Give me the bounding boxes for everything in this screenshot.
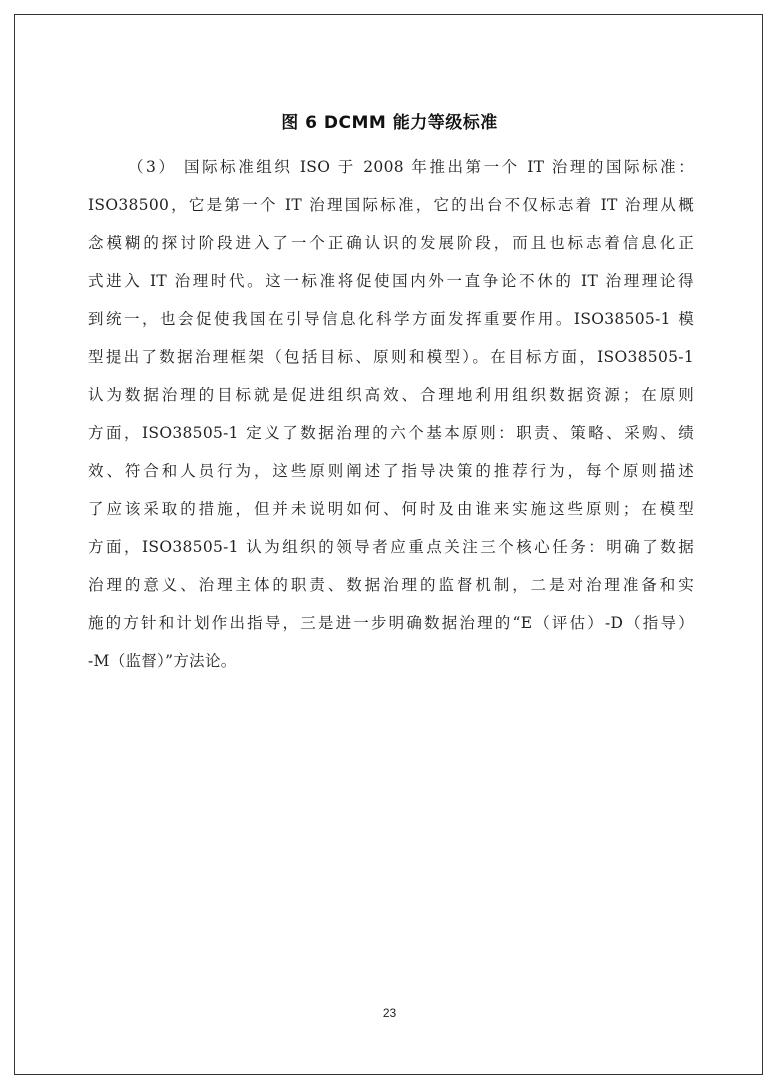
paragraph-line: -M（监督）”方法论。 [88, 652, 237, 670]
paragraph-line: 到统一，也会促使我国在引导信息化科学方面发挥重要作用。ISO38505-1 模 [88, 310, 694, 328]
paragraph-line: 念模糊的探讨阶段进入了一个正确认识的发展阶段，而且也标志着信息化正 [88, 234, 694, 252]
body-paragraph [88, 148, 694, 680]
paragraph-line: 效、符合和人员行为，这些原则阐述了指导决策的推荐行为，每个原则描述 [88, 462, 694, 480]
page-number: 23 [382, 1006, 397, 1020]
paragraph-line: 施的方针和计划作出指导，三是进一步明确数据治理的“E（评估）-D（指导） [88, 614, 694, 632]
paragraph-line: 了应该采取的措施，但并未说明如何、何时及由谁来实施这些原则；在模型 [88, 500, 694, 518]
paragraph-line: 方面，ISO38505-1 认为组织的领导者应重点关注三个核心任务：明确了数据 [88, 538, 694, 556]
paragraph-line: 治理的意义、治理主体的职责、数据治理的监督机制，二是对治理准备和实 [88, 576, 694, 594]
paragraph-line: ISO38500，它是第一个 IT 治理国际标准，它的出台不仅标志着 IT 治理从概 [88, 196, 694, 214]
figure-caption: 图 6 DCMM 能力等级标准 [281, 113, 498, 133]
paragraph-line: 认为数据治理的目标就是促进组织高效、合理地利用组织数据资源；在原则 [88, 386, 694, 404]
paragraph-line: （3） 国际标准组织 ISO 于 2008 年推出第一个 IT 治理的国际标准： [128, 158, 694, 176]
paragraph-line: 式进入 IT 治理时代。这一标准将促使国内外一直争论不休的 IT 治理理论得 [88, 272, 694, 290]
paragraph-line: 型提出了数据治理框架（包括目标、原则和模型）。在目标方面，ISO38505-1 [88, 348, 694, 366]
paragraph-line: 方面，ISO38505-1 定义了数据治理的六个基本原则：职责、策略、采购、绩 [88, 424, 694, 442]
